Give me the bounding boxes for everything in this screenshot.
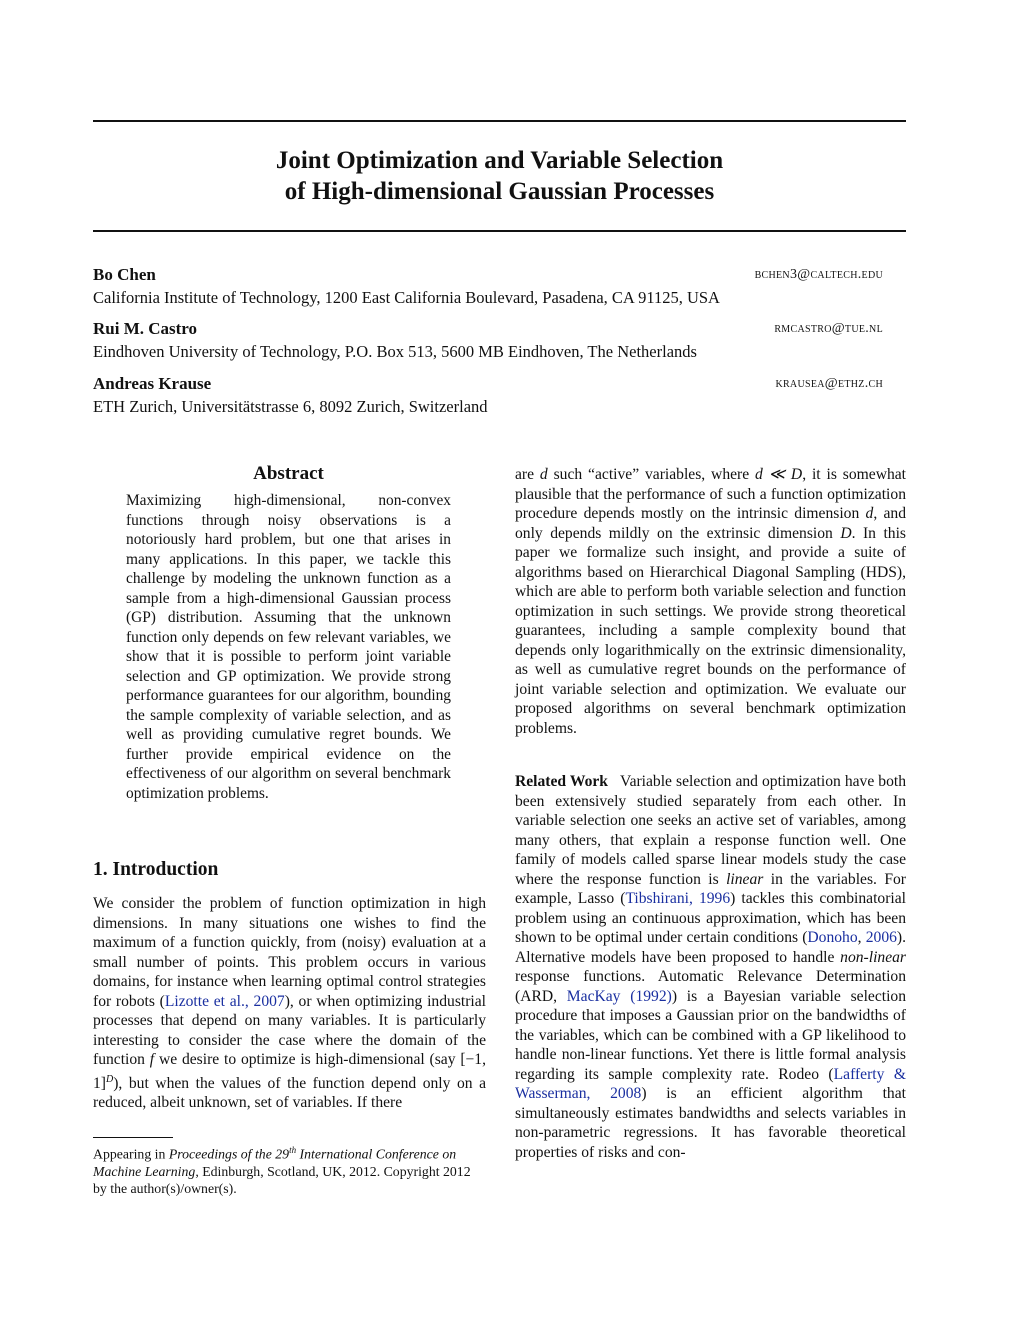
author-affiliation: California Institute of Technology, 1200 East California Boulevard, Pasadena, CA 91125, USA <box>93 288 720 307</box>
abstract-body <box>126 491 451 803</box>
citation-link[interactable]: MacKay <box>566 987 621 1005</box>
citation-link[interactable]: Lafferty & Wasserman, 2008 <box>515 1065 906 1102</box>
related-work-section <box>515 772 906 1162</box>
author-name: Andreas Krause <box>93 374 212 393</box>
footnote: Appearing in Proceedings of the 29th International Conference on Machine Learning, Edinburgh, Scotland, UK, 2012. Copyright 2012 by the author(s)/owner(s). <box>93 1145 471 1196</box>
title-line-1: Joint Optimization and Variable Selection <box>275 147 724 174</box>
citation-link[interactable]: Tibshirani, 1996 <box>625 890 731 907</box>
top-rule <box>93 120 906 122</box>
intro-continued-paragraph: are d such “active” variables, where d ≪ D, it is somewhat plausible that the performance of such a function optimization procedure depends mostly on the intrinsic dimension d, and only depends mildly on the extrinsic dimension D. In this paper we formalize such insight, and provide a suite of algorithms based on Hierarchical Diagonal Sampling (HDS), which are able to perform both variable selection and function optimization in such settings. We provide strong theoretical guarantees, including a sample complexity bound that depends only logarithmically on the extrinsic dimensionality, as well as cumulative regret bounds on the performance of joint variable selection and optimization. We evaluate our proposed algorithms on several benchmark optimization problems. <box>515 466 907 737</box>
citation-link[interactable]: Donoho <box>807 929 858 946</box>
author-email[interactable]: bchen3@caltech.edu <box>754 267 883 282</box>
intro-body <box>93 894 486 1113</box>
author-name: Bo Chen <box>93 265 156 284</box>
right-column-intro <box>515 465 906 738</box>
author-1 <box>93 264 883 286</box>
author-email[interactable]: krausea@ethz.ch <box>775 376 883 391</box>
author-name: Rui M. Castro <box>93 319 198 338</box>
section-heading: 1. Introduction <box>93 859 219 880</box>
title-bottom-rule <box>93 230 906 232</box>
author-affiliation: Eindhoven University of Technology, P.O. Box 513, 5600 MB Eindhoven, The Netherlands <box>93 342 697 361</box>
author-affiliation: ETH Zurich, Universitätstrasse 6, 8092 Zurich, Switzerland <box>93 397 488 416</box>
title-line-2: of High-dimensional Gaussian Processes <box>284 178 715 205</box>
citation-link[interactable]: (1992) <box>630 987 672 1005</box>
footnote-rule <box>93 1137 173 1138</box>
related-work-heading: Related Work <box>515 773 608 790</box>
author-3 <box>93 373 883 395</box>
related-work-paragraph: Related Work Variable selection and optimization have both been extensively studied separately from each other. In variable selection one seeks an active set of variables, among many others, that explain a response function well. One family of models called sparse linear models study the case where the response function is linear in the variables. For example, Lasso (Tibshirani, 1996) tackles this combinatorial problem using an continuous approximation, which has been shown to be optimal under certain conditions (Donoho, 2006). Alternative models have been proposed to handle non-linear response functions. Automatic Relevance Determination (ARD, MacKay (1992)) is a Bayesian variable selection procedure that imposes a Gaussian prior on the bandwidths of the variables, which can be combined with a GP likelihood to handle non-linear functions. Yet there is little formal analysis regarding its sample complexity rate. Rodeo (Lafferty & Wasserman, 2008) is an efficient algorithm that simultaneously estimates bandwidths and selects variables in non-parametric regressions. It has favorable theoretical properties of risks and con- <box>515 773 907 1161</box>
citation-link[interactable]: 2006 <box>865 929 897 946</box>
author-2 <box>93 318 883 340</box>
abstract-text: Maximizing high-dimensional, non-convex functions through noisy observations is a notoriously hard problem, but one that arises in many applications. In this paper, we tackle this challenge by modeling the unknown function as a sample from a high-dimensional Gaussian process (GP) distribution. Assuming that the unknown function only depends on few relevant variables, we show that it is possible to perform joint variable selection and GP optimization. We provide strong performance guarantees for our algorithm, bounding the sample complexity of variable selection, and as well as providing cumulative regret bounds. We further provide empirical evidence on the effectiveness of our algorithm on several benchmark optimization problems. <box>126 492 451 802</box>
author-email[interactable]: rmcastro@tue.nl <box>774 321 883 336</box>
paper-title <box>93 145 906 207</box>
abstract-heading: Abstract <box>253 463 324 484</box>
citation-link[interactable]: Lizotte et al., 2007 <box>164 992 285 1010</box>
intro-paragraph: We consider the problem of function optimization in high dimensions. In many situations one wishes to find the maximum of a function quickly, from (noisy) evaluation at a small number of points. This problem occurs in various domains, for instance when learning optimal control strategies for robots (Lizotte et al., 2007), or when optimizing industrial processes that depend on many variables. It is particularly interesting to consider the case where the domain of the function f we desire to optimize is high-dimensional (say [−1, 1]$^D$), but when the values of the function depend only on a reduced, albeit unknown, set of variables. If there <box>93 895 486 1112</box>
